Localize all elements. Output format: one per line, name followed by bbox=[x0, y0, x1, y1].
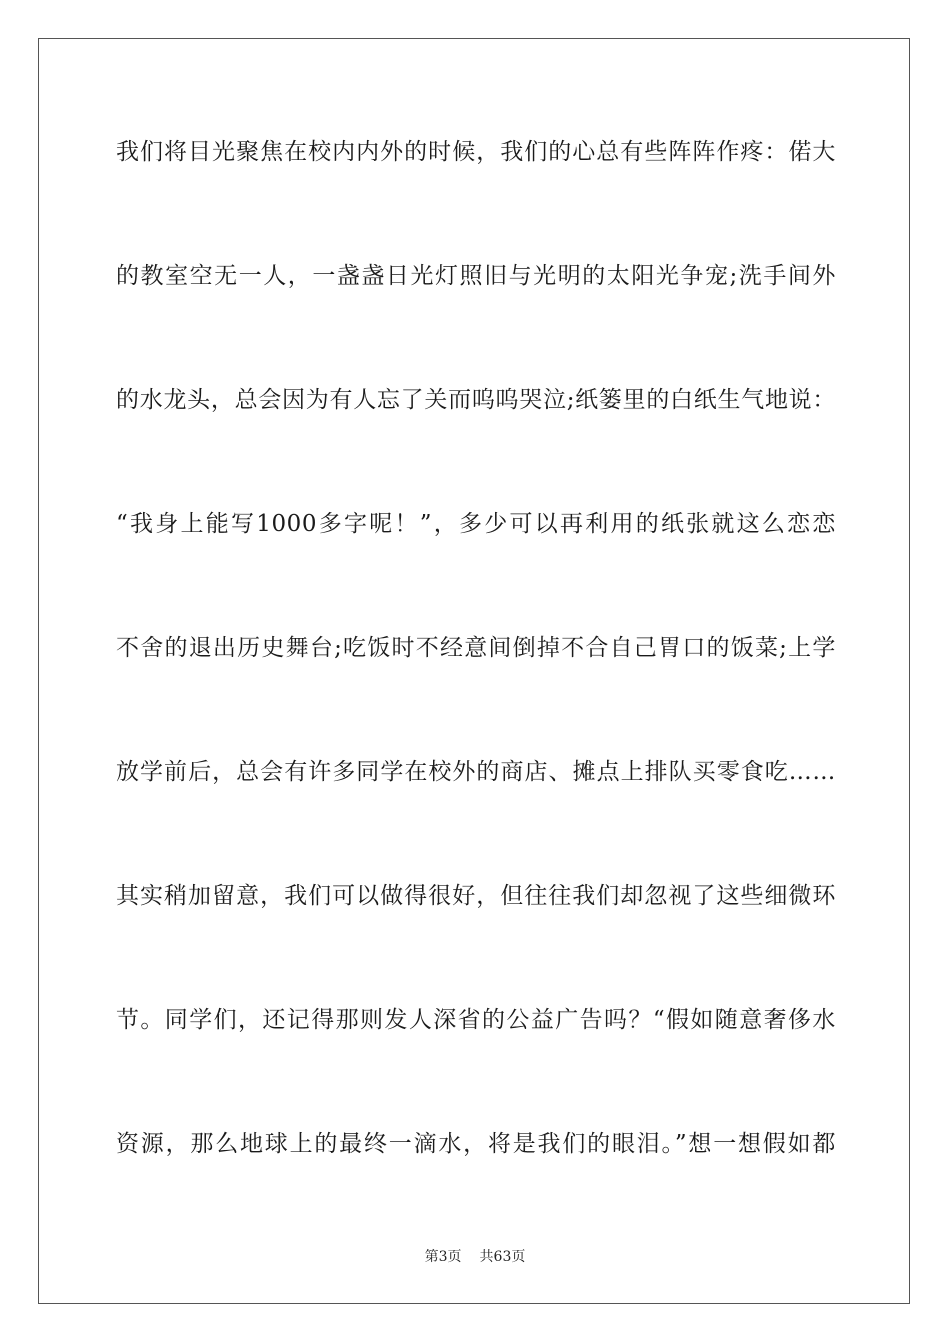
page-total: 共63页 bbox=[479, 1249, 526, 1265]
text-line: 的水龙头，总会因为有人忘了关而呜呜哭泣;纸篓里的白纸生气地说： bbox=[116, 387, 836, 413]
document-body bbox=[116, 130, 836, 1246]
page-footer bbox=[0, 1246, 950, 1266]
text-line: 的教室空无一人，一盏盏日光灯照旧与光明的太阳光争宠;洗手间外 bbox=[116, 263, 836, 289]
text-line: “我身上能写1000多字呢！”，多少可以再利用的纸张就这么恋恋 bbox=[116, 511, 836, 537]
text-line: 放学前后，总会有许多同学在校外的商店、摊点上排队买零食吃…… bbox=[116, 759, 836, 785]
text-line: 节。同学们，还记得那则发人深省的公益广告吗？“假如随意奢侈水 bbox=[116, 1007, 836, 1033]
text-line: 不舍的退出历史舞台;吃饭时不经意间倒掉不合自己胃口的饭菜;上学 bbox=[116, 635, 836, 661]
text-line: 资源，那么地球上的最终一滴水，将是我们的眼泪。”想一想假如都 bbox=[116, 1131, 836, 1157]
page-number: 第3页 bbox=[424, 1249, 462, 1265]
text-line: 我们将目光聚焦在校内内外的时候，我们的心总有些阵阵作疼：偌大 bbox=[116, 139, 836, 165]
text-line: 其实稍加留意，我们可以做得很好，但往往我们却忽视了这些细微环 bbox=[116, 883, 836, 909]
